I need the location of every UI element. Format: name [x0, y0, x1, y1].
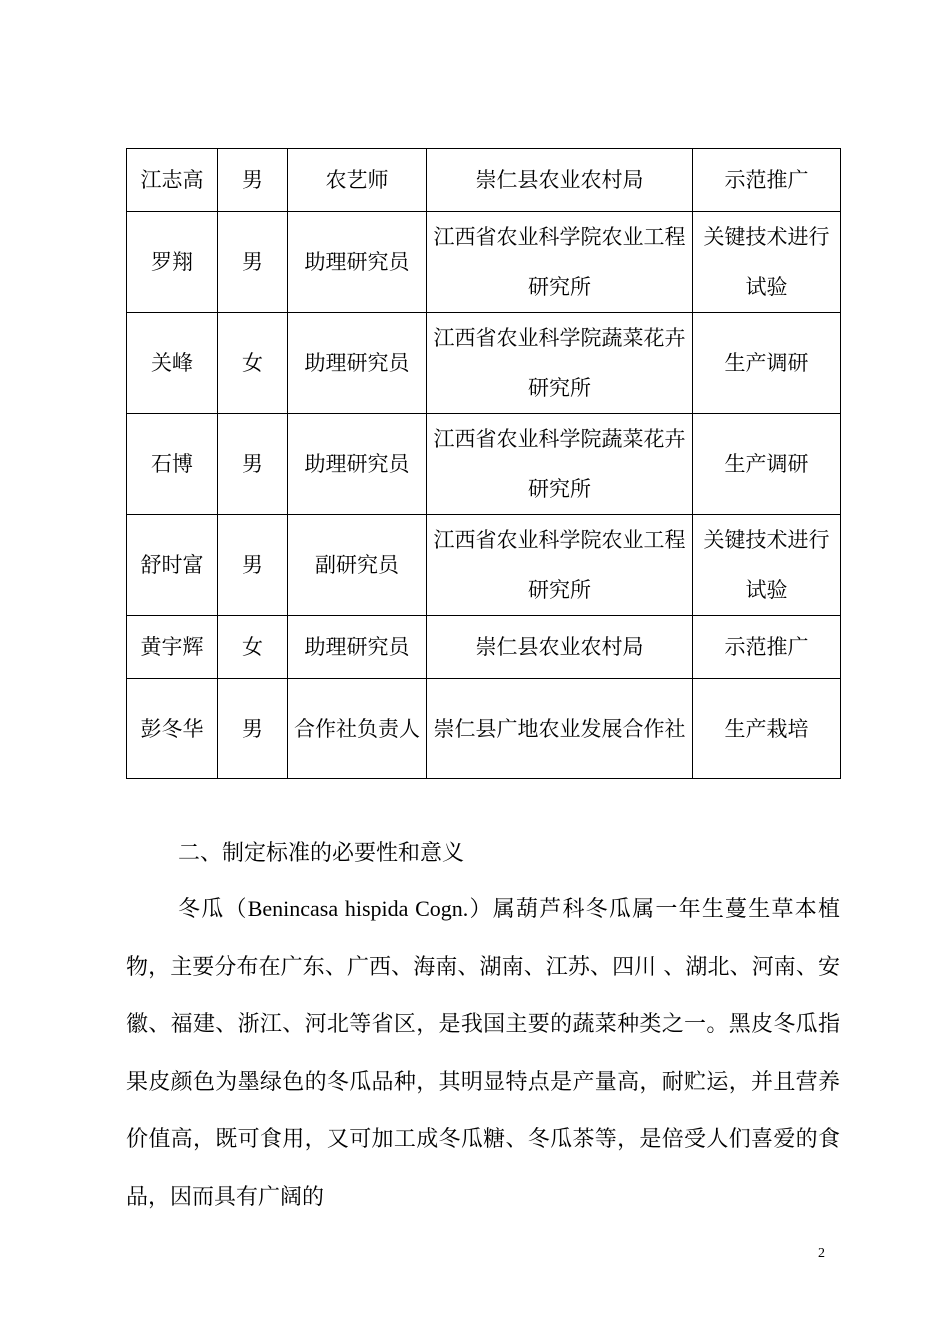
table-row — [127, 212, 841, 313]
section-heading: 二、制定标准的必要性和意义 — [178, 841, 465, 866]
latin-name: Benincasa hispida Cogn. — [247, 896, 469, 921]
cell-unit: 崇仁县农业农村局 — [427, 616, 693, 679]
cell-title: 助理研究员 — [288, 313, 427, 414]
cell-gender: 男 — [218, 515, 288, 616]
cell-task: 关键技术进行试验 — [693, 212, 841, 313]
cell-unit: 江西省农业科学院农业工程研究所 — [427, 515, 693, 616]
cell-task: 关键技术进行试验 — [693, 515, 841, 616]
table-row — [127, 313, 841, 414]
cell-unit: 江西省农业科学院蔬菜花卉研究所 — [427, 313, 693, 414]
table-row — [127, 515, 841, 616]
table-row — [127, 679, 841, 779]
table-row — [127, 414, 841, 515]
cell-gender: 男 — [218, 679, 288, 779]
cell-gender: 男 — [218, 414, 288, 515]
cell-title: 助理研究员 — [288, 212, 427, 313]
cell-task: 示范推广 — [693, 616, 841, 679]
cell-name: 罗翔 — [127, 212, 218, 313]
para-rest: ）属葫芦科冬瓜属一年生蔓生草本植物，主要分布在广东、广西、海南、湖南、江苏、四川 、湖北、河南、安徽、福建、浙江、河北等省区，是我国主要的蔬菜种类之一。黑皮冬瓜指果皮颜色为墨绿色的冬瓜品种，其明显特点是产量高，耐贮运，并且营养价值高，既可食用，又可加工成冬瓜糖、冬瓜茶等，是倍受人们喜爱的食品，因而具有广阔的 — [126, 897, 840, 1210]
cell-name: 黄宇辉 — [127, 616, 218, 679]
cell-name: 彭冬华 — [127, 679, 218, 779]
cell-title: 助理研究员 — [288, 414, 427, 515]
cell-title: 农艺师 — [288, 149, 427, 212]
cell-gender: 女 — [218, 313, 288, 414]
cell-gender: 女 — [218, 616, 288, 679]
cell-name: 石博 — [127, 414, 218, 515]
cell-gender: 男 — [218, 149, 288, 212]
cell-task: 示范推广 — [693, 149, 841, 212]
table-row — [127, 616, 841, 679]
cell-task: 生产调研 — [693, 414, 841, 515]
cell-title: 合作社负责人 — [288, 679, 427, 779]
staff-table — [126, 148, 841, 779]
cell-task: 生产调研 — [693, 313, 841, 414]
cell-unit: 崇仁县广地农业发展合作社 — [427, 679, 693, 779]
cell-name: 舒时富 — [127, 515, 218, 616]
para-start: 冬瓜（ — [178, 897, 248, 922]
table-row — [127, 149, 841, 212]
cell-name: 关峰 — [127, 313, 218, 414]
cell-task: 生产栽培 — [693, 679, 841, 779]
cell-unit: 江西省农业科学院农业工程研究所 — [427, 212, 693, 313]
cell-name: 江志高 — [127, 149, 218, 212]
cell-title: 助理研究员 — [288, 616, 427, 679]
page-number: 2 — [818, 1246, 825, 1261]
body-paragraph — [126, 880, 840, 1226]
cell-unit: 崇仁县农业农村局 — [427, 149, 693, 212]
cell-title: 副研究员 — [288, 515, 427, 616]
cell-gender: 男 — [218, 212, 288, 313]
cell-unit: 江西省农业科学院蔬菜花卉研究所 — [427, 414, 693, 515]
